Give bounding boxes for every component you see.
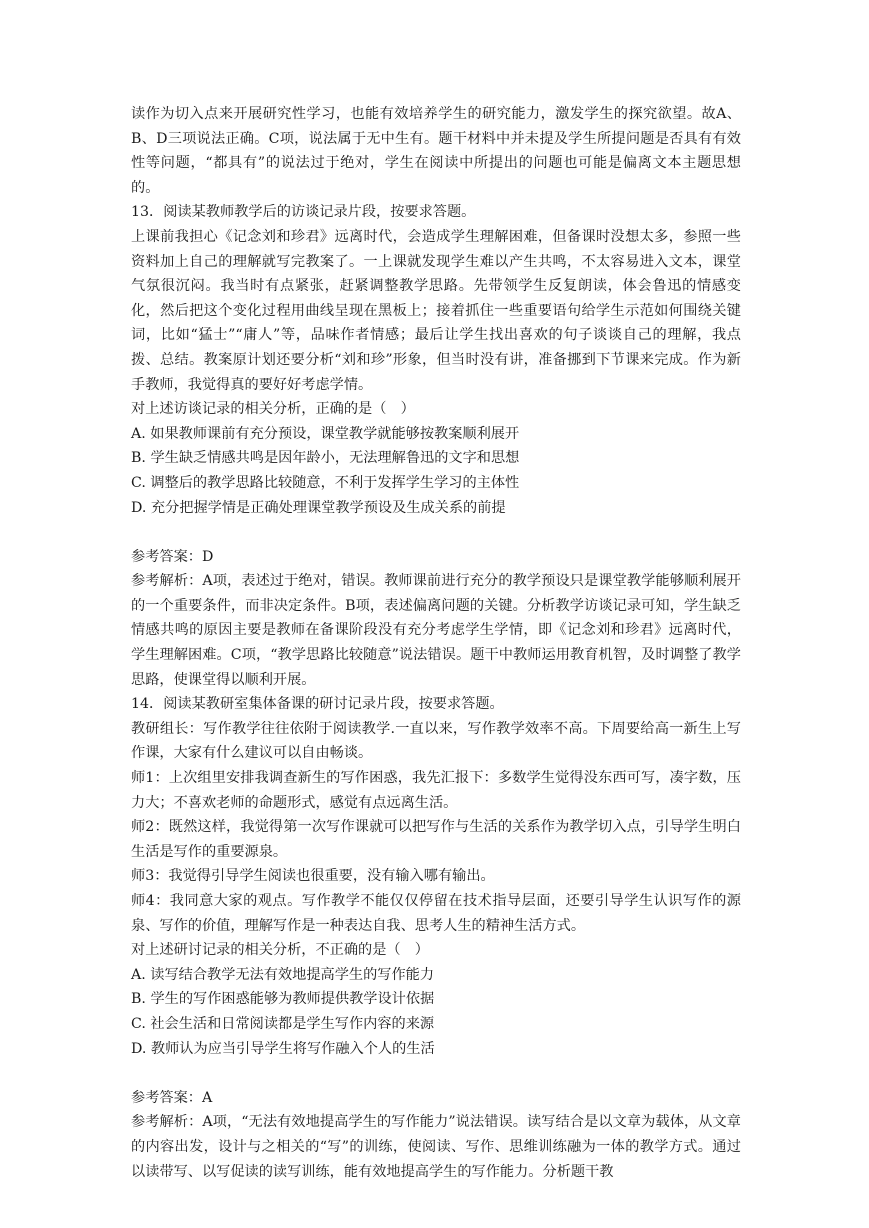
q13-option-c: C. 调整后的教学思路比较随意，不利于发挥学生学习的主体性 bbox=[131, 474, 520, 491]
q13-option-a: A. 如果教师课前有充分预设，课堂教学就能够按教案顺利展开 bbox=[131, 425, 520, 442]
q14-line-leader: 教研组长：写作教学往往依附于阅读教学.一直以来，写作教学效率不高。下周要给高一新生上写作课，大家有什么建议可以自由畅谈。 bbox=[131, 720, 741, 762]
q14-answer: 参考答案：A bbox=[131, 1089, 213, 1106]
q13-option-b: B. 学生缺乏情感共鸣是因年龄小，无法理解鲁迅的文字和思想 bbox=[131, 450, 520, 467]
q14-analysis: 参考解析：A项，“无法有效地提高学生的写作能力”说法错误。读写结合是以文章为载体，从文章的内容出发，设计与之相关的“写”的训练，使阅读、写作、思维训练融为一体的教学方式。通过以读带写、以写促读的读写训练，能有效地提高学生的写作能力。分析题干教 bbox=[131, 1114, 741, 1180]
q14-option-a: A. 读写结合教学无法有效地提高学生的写作能力 bbox=[131, 966, 435, 983]
document-page bbox=[131, 102, 741, 1184]
q13-analysis: 参考解析：A项，表述过于绝对，错误。教师课前进行充分的教学预设只是课堂教学能够顺利展开的一个重要条件，而非决定条件。B项，表述偏离问题的关键。分析教学访谈记录可知，学生缺乏情感共鸣的原因主要是教师在备课阶段没有充分考虑学生学情，即《记念刘和珍君》远离时代，学生理解困难。C项，“教学思路比较随意”说法错误。题干中教师运用教育机智，及时调整了教学思路，使课堂得以顺利开展。 bbox=[131, 573, 741, 688]
q14-line-teacher2: 师2：既然这样，我觉得第一次写作课就可以把写作与生活的关系作为教学切入点，引导学生明白生活是写作的重要源泉。 bbox=[131, 819, 741, 860]
q14-line-teacher1: 师1：上次组里安排我调查新生的写作困惑，我先汇报下：多数学生觉得没东西可写，凑字数，压力大；不喜欢老师的命题形式，感觉有点远离生活。 bbox=[131, 770, 741, 811]
prev-analysis-paragraph: 读作为切入点来开展研究性学习，也能有效培养学生的研究能力，激发学生的探究欲望。故A、B、D三项说法正确。C项，说法属于无中生有。题干材料中并未提及学生所提问题是否具有有效性等问题，“都具有”的说法过于绝对，学生在阅读中所提出的问题也可能是偏离文本主题思想的。 bbox=[131, 106, 741, 196]
q14-question: 对上述研讨记录的相关分析，不正确的是（ ） bbox=[131, 942, 429, 959]
q14-line-teacher4: 师4：我同意大家的观点。写作教学不能仅仅停留在技术指导层面，还要引导学生认识写作的源泉、写作的价值，理解写作是一种表达自我、思考人生的精神生活方式。 bbox=[131, 893, 741, 934]
spacer bbox=[131, 1061, 741, 1086]
q14-option-d: D. 教师认为应当引导学生将写作融入个人的生活 bbox=[131, 1040, 435, 1057]
q13-passage: 上课前我担心《记念刘和珍君》远离时代，会造成学生理解困难，但备课时没想太多，参照一些资料加上自己的理解就写完教案了。一上课就发现学生难以产生共鸣，不太容易进入文本，课堂气氛很沉闷。我当时有点紧张，赶紧调整教学思路。先带领学生反复朗读，体会鲁迅的情感变化，然后把这个变化过程用曲线呈现在黑板上；接着抓住一些重要语句给学生示范如何围绕关键词，比如“猛士”“庸人”等，品味作者情感；最后让学生找出喜欢的句子谈谈自己的理解，我点拨、总结。教案原计划还要分析“刘和珍”形象，但当时没有讲，准备挪到下节课来完成。作为新手教师，我觉得真的要好好考虑学情。 bbox=[131, 228, 741, 393]
q14-title: 14．阅读某教研室集体备课的研讨记录片段，按要求答题。 bbox=[131, 696, 504, 713]
spacer bbox=[131, 520, 741, 545]
q14-line-teacher3: 师3：我觉得引导学生阅读也很重要，没有输入哪有输出。 bbox=[131, 868, 495, 885]
q13-option-d: D. 充分把握学情是正确处理课堂教学预设及生成关系的前提 bbox=[131, 499, 506, 516]
q13-question: 对上述访谈记录的相关分析，正确的是（ ） bbox=[131, 401, 415, 418]
q14-option-c: C. 社会生活和日常阅读都是学生写作内容的来源 bbox=[131, 1015, 435, 1032]
q13-answer: 参考答案：D bbox=[131, 548, 214, 565]
q13-title: 13．阅读某教师教学后的访谈记录片段，按要求答题。 bbox=[131, 204, 476, 221]
q14-option-b: B. 学生的写作困惑能够为教师提供教学设计依据 bbox=[131, 991, 435, 1008]
